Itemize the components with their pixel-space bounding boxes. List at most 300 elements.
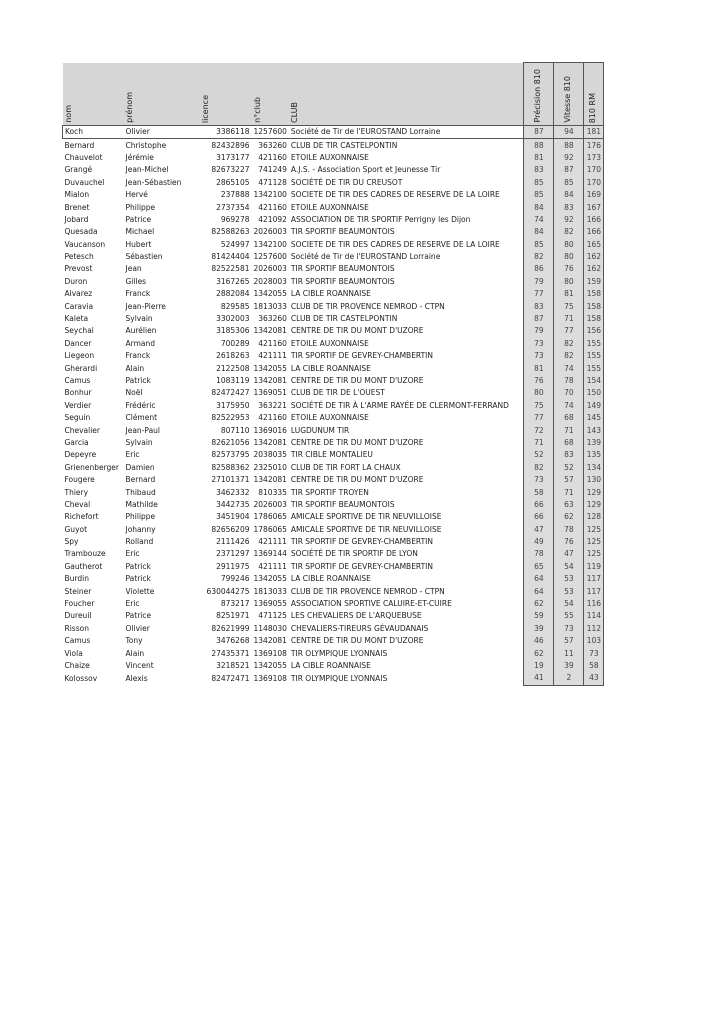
cell-licence: 82621999 bbox=[211, 623, 250, 633]
cell-club: LA CIBLE ROANNAISE bbox=[290, 289, 371, 299]
table-row bbox=[63, 400, 604, 412]
cell-total: 170 bbox=[584, 177, 604, 189]
cell-vitesse: 92 bbox=[554, 152, 584, 164]
cell-n-club: 1369108 bbox=[253, 673, 287, 683]
cell-nom: Koch bbox=[63, 126, 124, 139]
table-row bbox=[63, 251, 604, 263]
cell-vitesse: 87 bbox=[554, 164, 584, 176]
header-licence: licence bbox=[200, 63, 252, 126]
cell-vitesse: 81 bbox=[554, 288, 584, 300]
cell-prenom: Aurélien bbox=[125, 326, 157, 336]
cell-licence: 82522953 bbox=[211, 413, 250, 423]
cell-prenom: Eric bbox=[125, 549, 140, 559]
table-row bbox=[63, 474, 604, 486]
cell-licence: 630044275 bbox=[206, 586, 250, 596]
cell-n-club: 421160 bbox=[258, 338, 287, 348]
cell-licence: 873217 bbox=[220, 599, 250, 609]
cell-nom: Caravia bbox=[64, 301, 94, 311]
cell-total: 166 bbox=[584, 214, 604, 226]
table-row bbox=[63, 573, 604, 585]
cell-total: 176 bbox=[584, 139, 604, 152]
cell-vitesse: 68 bbox=[554, 412, 584, 424]
cell-prenom: Sébastien bbox=[125, 252, 163, 262]
cell-prenom: Clément bbox=[125, 413, 158, 423]
cell-prenom: Armand bbox=[125, 338, 155, 348]
cell-club: LA CIBLE ROANNAISE bbox=[290, 574, 371, 584]
cell-licence: 969278 bbox=[220, 214, 250, 224]
cell-club: TIR SPORTIF TROYEN bbox=[290, 487, 369, 497]
cell-precision: 77 bbox=[524, 412, 554, 424]
cell-vitesse: 57 bbox=[554, 474, 584, 486]
cell-nom: Trambouze bbox=[64, 549, 106, 559]
cell-nom: Dancer bbox=[64, 338, 92, 348]
cell-total: 114 bbox=[584, 610, 604, 622]
cell-licence: 82673227 bbox=[211, 165, 250, 175]
cell-n-club: 1369055 bbox=[253, 599, 287, 609]
cell-nom: Jobard bbox=[64, 214, 89, 224]
cell-prenom: Tony bbox=[125, 636, 143, 646]
cell-nom: Verdier bbox=[64, 400, 92, 410]
cell-n-club: 1369051 bbox=[253, 388, 287, 398]
cell-precision: 82 bbox=[524, 251, 554, 263]
cell-licence: 2371297 bbox=[216, 549, 250, 559]
cell-vitesse: 62 bbox=[554, 511, 584, 523]
cell-club: CLUB DE TIR CASTELPONTIN bbox=[290, 140, 398, 150]
cell-vitesse: 92 bbox=[554, 214, 584, 226]
cell-licence: 3175950 bbox=[216, 400, 250, 410]
cell-club: CLUB DE TIR FORT LA CHAUX bbox=[290, 462, 401, 472]
cell-vitesse: 68 bbox=[554, 437, 584, 449]
cell-nom: Fougere bbox=[64, 475, 95, 485]
cell-licence: 82432896 bbox=[211, 140, 250, 150]
cell-club: CENTRE DE TIR DU MONT D'UZORE bbox=[290, 376, 424, 385]
cell-precision: 52 bbox=[524, 449, 554, 461]
cell-nom: Gautherot bbox=[64, 561, 103, 571]
cell-licence: 1083119 bbox=[216, 376, 250, 385]
cell-vitesse: 76 bbox=[554, 536, 584, 548]
cell-nom: Chevalier bbox=[64, 425, 101, 435]
cell-club: SOCIETE DE TIR DES CADRES DE RESERVE DE LA LOIRE bbox=[290, 190, 500, 200]
cell-total: 116 bbox=[584, 598, 604, 610]
cell-vitesse: 83 bbox=[554, 201, 584, 213]
cell-precision: 58 bbox=[524, 486, 554, 498]
cell-n-club: 1786065 bbox=[253, 524, 287, 534]
cell-nom: Cheval bbox=[64, 499, 91, 509]
cell-licence: 829585 bbox=[220, 301, 250, 311]
cell-n-club: 1342055 bbox=[253, 660, 287, 670]
cell-club: Société de Tir de l'EUROSTAND Lorraine bbox=[289, 126, 524, 139]
cell-precision: 75 bbox=[524, 400, 554, 412]
cell-club: ETOILE AUXONNAISE bbox=[290, 413, 369, 423]
cell-prenom: Patrice bbox=[125, 214, 152, 224]
cell-nom: Depeyre bbox=[64, 450, 97, 460]
cell-total: 173 bbox=[584, 152, 604, 164]
cell-total: 130 bbox=[584, 474, 604, 486]
cell-club: TIR SPORTIF DE GEVREY-CHAMBERTIN bbox=[290, 561, 433, 571]
cell-licence: 3476268 bbox=[216, 636, 250, 646]
cell-precision: 46 bbox=[524, 635, 554, 647]
cell-total: 149 bbox=[584, 400, 604, 412]
cell-total: 134 bbox=[584, 462, 604, 474]
cell-prenom: Jérémie bbox=[125, 152, 154, 162]
table-row bbox=[63, 524, 604, 536]
cell-nom: Quesada bbox=[64, 227, 98, 237]
cell-n-club: 1342055 bbox=[253, 363, 287, 373]
cell-club: ETOILE AUXONNAISE bbox=[290, 152, 369, 162]
cell-prenom: Christophe bbox=[125, 140, 167, 150]
cell-precision: 73 bbox=[524, 338, 554, 350]
cell-total: 167 bbox=[584, 201, 604, 213]
cell-licence: 524997 bbox=[220, 239, 250, 249]
results-table bbox=[62, 62, 604, 686]
cell-nom: Duron bbox=[64, 276, 88, 286]
table-row bbox=[63, 511, 604, 523]
cell-vitesse: 73 bbox=[554, 623, 584, 635]
cell-prenom: Alain bbox=[125, 363, 145, 373]
cell-club: CENTRE DE TIR DU MONT D'UZORE bbox=[290, 326, 424, 336]
cell-nom: Grangé bbox=[64, 165, 93, 175]
cell-vitesse: 83 bbox=[554, 449, 584, 461]
cell-club: SOCIÉTÉ DE TIR SPORTIF DE LYON bbox=[290, 549, 418, 559]
cell-nom: Grienenberger bbox=[64, 462, 119, 472]
cell-precision: 76 bbox=[524, 375, 554, 387]
cell-club: Société de Tir de l'EUROSTAND Lorraine bbox=[290, 252, 441, 262]
cell-nom: Dureuil bbox=[64, 611, 92, 621]
cell-licence: 82621056 bbox=[211, 437, 250, 447]
cell-precision: 80 bbox=[524, 387, 554, 399]
cell-precision: 83 bbox=[524, 300, 554, 312]
cell-nom: Seychal bbox=[64, 326, 94, 336]
cell-prenom: Jean-Paul bbox=[125, 425, 161, 435]
cell-precision: 85 bbox=[524, 239, 554, 251]
cell-club: ETOILE AUXONNAISE bbox=[290, 338, 369, 348]
cell-nom: Kaleta bbox=[64, 314, 89, 324]
cell-n-club: 1342100 bbox=[253, 239, 287, 249]
cell-precision: 72 bbox=[524, 424, 554, 436]
table-row bbox=[63, 449, 604, 461]
cell-precision: 82 bbox=[524, 462, 554, 474]
cell-prenom: Thibaud bbox=[125, 487, 156, 497]
cell-vitesse: 88 bbox=[554, 139, 584, 152]
cell-n-club: 421111 bbox=[258, 561, 287, 571]
cell-prenom: Alexis bbox=[125, 673, 148, 683]
cell-licence: 82472471 bbox=[211, 673, 250, 683]
cell-prenom: Violette bbox=[125, 586, 155, 596]
header-precision-810: Précision 810 bbox=[524, 63, 554, 126]
table-row bbox=[63, 338, 604, 350]
cell-prenom: Jean bbox=[125, 264, 142, 274]
cell-prenom: Eric bbox=[125, 599, 140, 609]
table-row bbox=[63, 499, 604, 511]
cell-prenom: Jean-Sébastien bbox=[125, 177, 182, 187]
cell-total: 159 bbox=[584, 276, 604, 288]
cell-vitesse: 71 bbox=[554, 486, 584, 498]
cell-n-club: 1342081 bbox=[253, 376, 287, 385]
cell-club: TIR SPORTIF BEAUMONTOIS bbox=[290, 499, 395, 509]
cell-precision: 41 bbox=[524, 672, 554, 685]
cell-club: CENTRE DE TIR DU MONT D'UZORE bbox=[290, 636, 424, 646]
cell-prenom: Franck bbox=[125, 351, 151, 361]
cell-prenom: Patrick bbox=[125, 376, 151, 385]
cell-licence: 82588263 bbox=[211, 227, 250, 237]
table-row bbox=[63, 152, 604, 164]
cell-prenom: Sylvain bbox=[125, 314, 153, 324]
cell-precision: 49 bbox=[524, 536, 554, 548]
cell-nom: Duvauchel bbox=[64, 177, 105, 187]
cell-n-club: 421092 bbox=[258, 214, 287, 224]
cell-prenom: Franck bbox=[125, 289, 151, 299]
cell-nom: Chauvelot bbox=[64, 152, 103, 162]
cell-licence: 2737354 bbox=[216, 202, 250, 212]
cell-total: 58 bbox=[584, 660, 604, 672]
table-row bbox=[63, 623, 604, 635]
cell-prenom: Eric bbox=[125, 450, 140, 460]
cell-nom: Camus bbox=[64, 636, 91, 646]
cell-vitesse: 47 bbox=[554, 548, 584, 560]
table-row bbox=[63, 276, 604, 288]
cell-vitesse: 57 bbox=[554, 635, 584, 647]
cell-club: TIR SPORTIF BEAUMONTOIS bbox=[290, 227, 395, 237]
cell-vitesse: 54 bbox=[554, 598, 584, 610]
cell-vitesse: 63 bbox=[554, 499, 584, 511]
cell-club: LES CHEVALIERS DE L'ARQUEBUSE bbox=[290, 611, 422, 621]
cell-licence: 82588362 bbox=[211, 462, 250, 472]
cell-n-club: 2026003 bbox=[253, 227, 287, 237]
cell-club: LA CIBLE ROANNAISE bbox=[290, 363, 371, 373]
table-row bbox=[63, 214, 604, 226]
cell-n-club: 1342081 bbox=[253, 475, 287, 485]
cell-nom: Burdin bbox=[64, 574, 89, 584]
cell-vitesse: 11 bbox=[554, 647, 584, 659]
cell-club: CENTRE DE TIR DU MONT D'UZORE bbox=[290, 475, 424, 485]
cell-precision: 59 bbox=[524, 610, 554, 622]
cell-precision: 83 bbox=[524, 164, 554, 176]
cell-prenom: Vincent bbox=[125, 660, 154, 670]
cell-club: TIR SPORTIF BEAUMONTOIS bbox=[290, 276, 395, 286]
cell-club: LA CIBLE ROANNAISE bbox=[290, 660, 371, 670]
cell-licence: 807110 bbox=[220, 425, 250, 435]
cell-vitesse: 74 bbox=[554, 400, 584, 412]
cell-licence: 27435371 bbox=[211, 648, 250, 658]
cell-club: SOCIÉTÉ DE TIR DU CREUSOT bbox=[290, 177, 403, 187]
cell-vitesse: 82 bbox=[554, 338, 584, 350]
cell-prenom: Michael bbox=[125, 227, 155, 237]
cell-n-club: 363260 bbox=[258, 140, 287, 150]
table-body bbox=[63, 126, 604, 686]
cell-nom: Guyot bbox=[64, 524, 88, 534]
cell-precision: 64 bbox=[524, 585, 554, 597]
cell-total: 125 bbox=[584, 524, 604, 536]
cell-club: TIR OLYMPIQUE LYONNAIS bbox=[290, 648, 388, 658]
cell-prenom: Sylvain bbox=[125, 437, 153, 447]
cell-prenom: Philippe bbox=[125, 202, 156, 212]
cell-n-club: 421160 bbox=[258, 152, 287, 162]
cell-total: 125 bbox=[584, 548, 604, 560]
table-row bbox=[63, 362, 604, 374]
cell-total: 43 bbox=[584, 672, 604, 685]
table-row bbox=[63, 412, 604, 424]
cell-club: A.J.S. - Association Sport et Jeunesse Tir bbox=[290, 165, 441, 175]
header-club: CLUB bbox=[289, 63, 524, 126]
cell-vitesse: 74 bbox=[554, 362, 584, 374]
cell-precision: 71 bbox=[524, 437, 554, 449]
cell-total: 125 bbox=[584, 536, 604, 548]
table-row bbox=[63, 313, 604, 325]
cell-n-club: 421111 bbox=[258, 537, 287, 547]
cell-licence: 8251971 bbox=[216, 611, 250, 621]
table-row bbox=[63, 387, 604, 399]
cell-vitesse: 2 bbox=[554, 672, 584, 685]
cell-vitesse: 39 bbox=[554, 660, 584, 672]
cell-precision: 19 bbox=[524, 660, 554, 672]
cell-total: 139 bbox=[584, 437, 604, 449]
cell-precision: 84 bbox=[524, 226, 554, 238]
cell-n-club: 1342081 bbox=[253, 437, 287, 447]
cell-licence: 3462332 bbox=[216, 487, 250, 497]
table-row bbox=[63, 226, 604, 238]
cell-nom: Garcia bbox=[64, 437, 89, 447]
cell-vitesse: 53 bbox=[554, 585, 584, 597]
cell-licence: 3173177 bbox=[216, 152, 250, 162]
table-row bbox=[63, 548, 604, 560]
cell-n-club: 471128 bbox=[258, 177, 287, 187]
cell-vitesse: 78 bbox=[554, 524, 584, 536]
cell-licence: 3302003 bbox=[216, 314, 250, 324]
cell-licence: 3451904 bbox=[216, 512, 250, 522]
cell-licence: 3386118 bbox=[200, 126, 252, 139]
table-row bbox=[63, 300, 604, 312]
cell-club: TIR SPORTIF DE GEVREY-CHAMBERTIN bbox=[290, 537, 433, 547]
cell-licence: 2111426 bbox=[216, 537, 250, 547]
table-row bbox=[63, 139, 604, 152]
cell-n-club: 1786065 bbox=[253, 512, 287, 522]
cell-n-club: 1342055 bbox=[253, 574, 287, 584]
cell-club: ASSOCIATION DE TIR SPORTIF Perrigny les Dijon bbox=[290, 214, 471, 224]
cell-total: 135 bbox=[584, 449, 604, 461]
cell-licence: 82656209 bbox=[211, 524, 250, 534]
cell-total: 119 bbox=[584, 561, 604, 573]
cell-total: 129 bbox=[584, 499, 604, 511]
cell-licence: 3218521 bbox=[216, 660, 250, 670]
cell-nom: Brenet bbox=[64, 202, 90, 212]
cell-vitesse: 55 bbox=[554, 610, 584, 622]
cell-precision: 39 bbox=[524, 623, 554, 635]
cell-total: 181 bbox=[584, 126, 604, 139]
cell-nom: Camus bbox=[64, 376, 91, 385]
cell-club: CENTRE DE TIR DU MONT D'UZORE bbox=[290, 437, 424, 447]
cell-vitesse: 53 bbox=[554, 573, 584, 585]
cell-vitesse: 82 bbox=[554, 350, 584, 362]
cell-nom: Viola bbox=[64, 648, 83, 658]
cell-precision: 66 bbox=[524, 511, 554, 523]
cell-precision: 84 bbox=[524, 201, 554, 213]
cell-precision: 62 bbox=[524, 647, 554, 659]
cell-total: 166 bbox=[584, 226, 604, 238]
cell-licence: 3185306 bbox=[216, 326, 250, 336]
cell-prenom: Olivier bbox=[124, 126, 200, 139]
cell-prenom: Frédéric bbox=[125, 400, 156, 410]
cell-prenom: Johanny bbox=[125, 524, 156, 534]
cell-total: 73 bbox=[584, 647, 604, 659]
cell-prenom: Hervé bbox=[125, 190, 148, 200]
header-vitesse-810: Vitesse 810 bbox=[554, 63, 584, 126]
cell-n-club: 421160 bbox=[258, 202, 287, 212]
table-row bbox=[63, 561, 604, 573]
cell-total: 155 bbox=[584, 362, 604, 374]
cell-total: 112 bbox=[584, 623, 604, 635]
cell-vitesse: 85 bbox=[554, 177, 584, 189]
cell-n-club: 1369016 bbox=[253, 425, 287, 435]
header-prenom: prénom bbox=[124, 63, 200, 126]
cell-total: 150 bbox=[584, 387, 604, 399]
cell-licence: 27101371 bbox=[211, 475, 250, 485]
cell-nom: Thiery bbox=[64, 487, 89, 497]
cell-nom: Gherardi bbox=[64, 363, 98, 373]
table-row bbox=[63, 536, 604, 548]
cell-precision: 85 bbox=[524, 177, 554, 189]
table-row bbox=[63, 350, 604, 362]
cell-precision: 74 bbox=[524, 214, 554, 226]
table-row bbox=[63, 126, 604, 139]
table-row bbox=[63, 424, 604, 436]
cell-nom: Chaize bbox=[64, 660, 90, 670]
cell-n-club: 363260 bbox=[258, 314, 287, 324]
cell-precision: 47 bbox=[524, 524, 554, 536]
cell-club: TIR SPORTIF BEAUMONTOIS bbox=[290, 264, 395, 274]
cell-n-club: 2026003 bbox=[253, 499, 287, 509]
cell-licence: 81424404 bbox=[211, 252, 250, 262]
table-row bbox=[63, 437, 604, 449]
table-row bbox=[63, 164, 604, 176]
cell-vitesse: 71 bbox=[554, 313, 584, 325]
cell-vitesse: 71 bbox=[554, 424, 584, 436]
header-nom: nom bbox=[63, 63, 124, 126]
cell-n-club: 1342081 bbox=[253, 636, 287, 646]
cell-n-club: 2028003 bbox=[253, 276, 287, 286]
table-row bbox=[63, 462, 604, 474]
cell-n-club: 1813033 bbox=[253, 301, 287, 311]
cell-club: ASSOCIATION SPORTIVE CALUIRE-ET-CUIRE bbox=[290, 599, 452, 609]
cell-total: 155 bbox=[584, 338, 604, 350]
cell-n-club: 1257600 bbox=[252, 126, 289, 139]
cell-licence: 3442735 bbox=[216, 499, 250, 509]
cell-licence: 3167265 bbox=[216, 276, 250, 286]
cell-total: 129 bbox=[584, 486, 604, 498]
cell-nom: Bonhur bbox=[64, 388, 92, 398]
cell-vitesse: 54 bbox=[554, 561, 584, 573]
cell-n-club: 471125 bbox=[258, 611, 287, 621]
cell-nom: Bernard bbox=[64, 140, 95, 150]
cell-prenom: Jean-Michel bbox=[125, 165, 169, 175]
cell-nom: Vaucanson bbox=[64, 239, 106, 249]
table-row bbox=[63, 672, 604, 685]
cell-n-club: 1342100 bbox=[253, 190, 287, 200]
cell-total: 162 bbox=[584, 251, 604, 263]
cell-n-club: 2038035 bbox=[253, 450, 287, 460]
cell-nom: Spy bbox=[64, 537, 79, 547]
cell-licence: 82573795 bbox=[211, 450, 250, 460]
cell-n-club: 421160 bbox=[258, 413, 287, 423]
cell-vitesse: 75 bbox=[554, 300, 584, 312]
table-row bbox=[63, 239, 604, 251]
cell-club: CHEVALIERS-TIREURS GÉVAUDANAIS bbox=[290, 623, 429, 633]
cell-total: 158 bbox=[584, 288, 604, 300]
cell-prenom: Patrick bbox=[125, 574, 151, 584]
cell-vitesse: 82 bbox=[554, 226, 584, 238]
cell-n-club: 1342081 bbox=[253, 326, 287, 336]
cell-precision: 81 bbox=[524, 152, 554, 164]
table-row bbox=[63, 486, 604, 498]
